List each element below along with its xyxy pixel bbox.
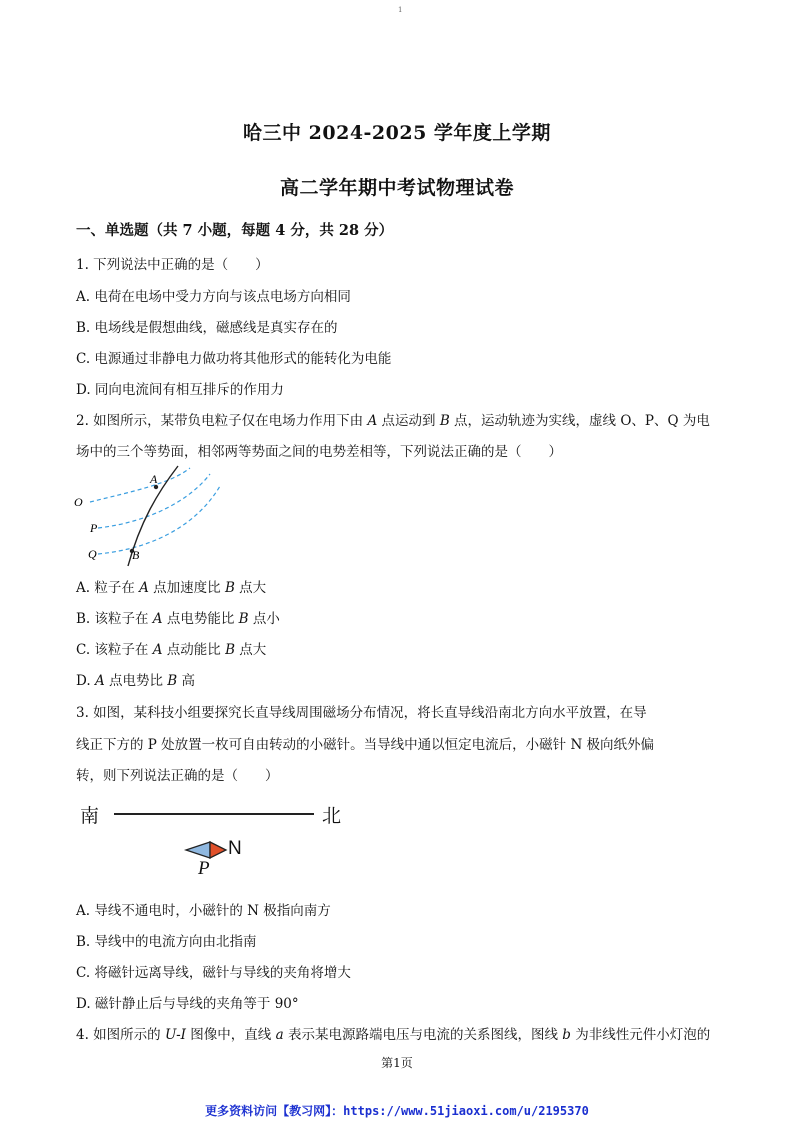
label-a: A — [150, 472, 158, 486]
wire-line — [114, 813, 314, 815]
label-south: 南 — [80, 805, 100, 827]
q1-option-b: B. 电场线是假想曲线，磁感线是真实存在的 — [76, 320, 338, 336]
q1-option-d: D. 同向电流间有相互排斥的作用力 — [76, 382, 284, 398]
q3-option-d: D. 磁针静止后与导线的夹角等于 90° — [76, 996, 299, 1012]
q4-stem-line1: 4. 如图所示的 U-I 图像中，直线 a 表示某电源路端电压与电流的关系图线，图线 b 为非线性元件小灯泡的 — [76, 1027, 711, 1043]
q3-stem-line1: 3. 如图，某科技小组要探究长直导线周围磁场分布情况，将长直导线沿南北方向水平放置，在导 — [76, 705, 647, 721]
q1-option-c: C. 电源通过非静电力做功将其他形式的能转化为电能 — [76, 351, 392, 367]
q3-stem-line2: 线正下方的 P 处放置一枚可自由转动的小磁针。当导线中通以恒定电流后，小磁针 N 极向纸外偏 — [76, 737, 655, 753]
needle-n-half — [210, 842, 226, 858]
q2-option-c: C. 该粒子在 A 点动能比 B 点大 — [76, 642, 267, 658]
q3-stem-line3: 转，则下列说法正确的是（ ） — [76, 768, 279, 784]
label-p: P — [90, 521, 98, 535]
exam-title-line2: 高二学年期中考试物理试卷 — [279, 177, 514, 199]
label-q: Q — [88, 547, 97, 561]
equipotential-o — [90, 468, 190, 502]
label-north: 北 — [322, 805, 342, 827]
q2-option-a: A. 粒子在 A 点加速度比 B 点大 — [76, 580, 267, 596]
page-number: 第1页 — [381, 1056, 413, 1070]
q2-option-b: B. 该粒子在 A 点电势能比 B 点小 — [76, 611, 280, 627]
label-n-pole: N — [228, 838, 242, 859]
q3-option-a: A. 导线不通电时，小磁针的 N 极指向南方 — [76, 903, 331, 919]
section-heading: 一、单选题（共 7 小题，每题 4 分，共 28 分） — [76, 222, 394, 239]
equipotential-q — [98, 486, 220, 554]
page-marker: 1 — [398, 6, 403, 14]
footer-resource-link[interactable]: 更多资料访问【教习网】：https://www.51jiaoxi.com/u/2195370 — [205, 1104, 589, 1118]
q2-equipotential-figure — [70, 462, 230, 572]
q2-stem-line2: 场中的三个等势面，相邻两等势面之间的电势差相等，下列说法正确的是（ ） — [76, 444, 562, 460]
label-point-p: P — [198, 858, 210, 879]
label-b: B — [132, 548, 140, 562]
q3-option-b: B. 导线中的电流方向由北指南 — [76, 934, 257, 950]
exam-title-line1: 哈三中 2024-2025 学年度上学期 — [243, 122, 551, 144]
needle-s-half — [186, 842, 210, 858]
q3-option-c: C. 将磁针远离导线，磁针与导线的夹角将增大 — [76, 965, 351, 981]
q1-option-a: A. 电荷在电场中受力方向与该点电场方向相同 — [76, 289, 351, 305]
label-o: O — [74, 495, 83, 509]
q2-stem-line1: 2. 如图所示，某带负电粒子仅在电场力作用下由 A 点运动到 B 点，运动轨迹为实线，虚线 O、P、Q 为电 — [76, 413, 710, 429]
q1-stem: 1. 下列说法中正确的是（ ） — [76, 257, 269, 273]
q2-option-d: D. A 点电势比 B 高 — [76, 673, 195, 689]
